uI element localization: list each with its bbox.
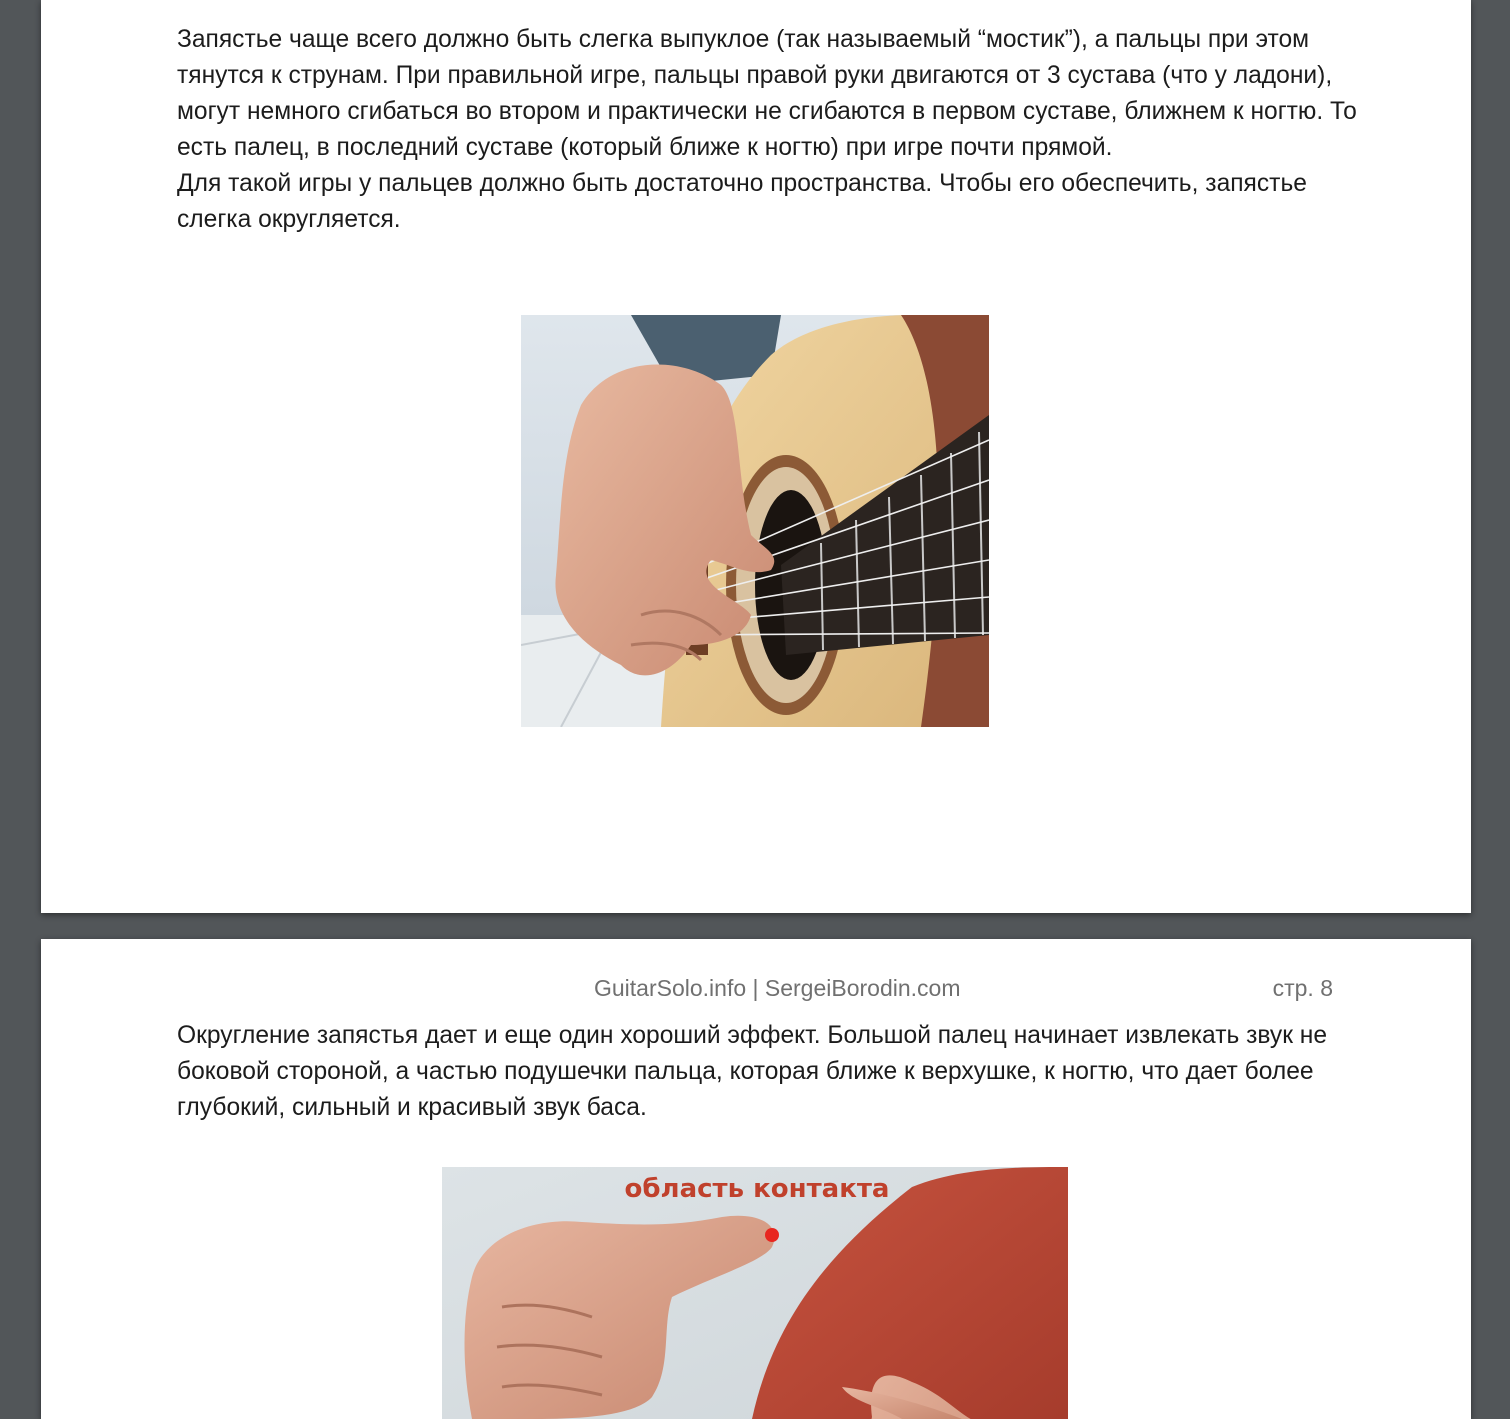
guitar-hand-photo: [521, 315, 989, 727]
page-header-site: GuitarSolo.info | SergeiBorodin.com: [594, 975, 961, 1001]
photo-caption: область контакта: [624, 1174, 890, 1204]
pdf-page-7: [41, 0, 1471, 913]
page-number: стр. 8: [1272, 975, 1333, 1001]
page-body-text: [177, 22, 1357, 238]
page-body-text: [177, 1018, 1357, 1126]
paragraph-wrist-bridge: Запястье чаще всего должно быть слегка выпуклое (так называемый “мостик”), а пальцы при этом тянутся к струнам. При правильной игре, пальцы правой руки двигаются от 3 сустава (что у ладони), могут немного сгибаться во втором и практически не сгибаются в первом суставе, ближнем к ногтю. То есть палец, в последний суставе (который ближе к ногтю) при игре почти прямой.: [177, 26, 1357, 161]
paragraph-finger-space: Для такой игры у пальцев должно быть достаточно пространства. Чтобы его обеспечить, запястье слегка округляется.: [177, 170, 1307, 233]
thumb-contact-photo: [442, 1167, 1068, 1419]
pdf-page-8: [41, 939, 1471, 1419]
paragraph-thumb-contact: Округление запястья дает и еще один хороший эффект. Большой палец начинает извлекать звук не боковой стороной, а частью подушечки пальца, которая ближе к верхушке, к ногтю, что дает более глубокий, сильный и красивый звук баса.: [177, 1022, 1328, 1121]
